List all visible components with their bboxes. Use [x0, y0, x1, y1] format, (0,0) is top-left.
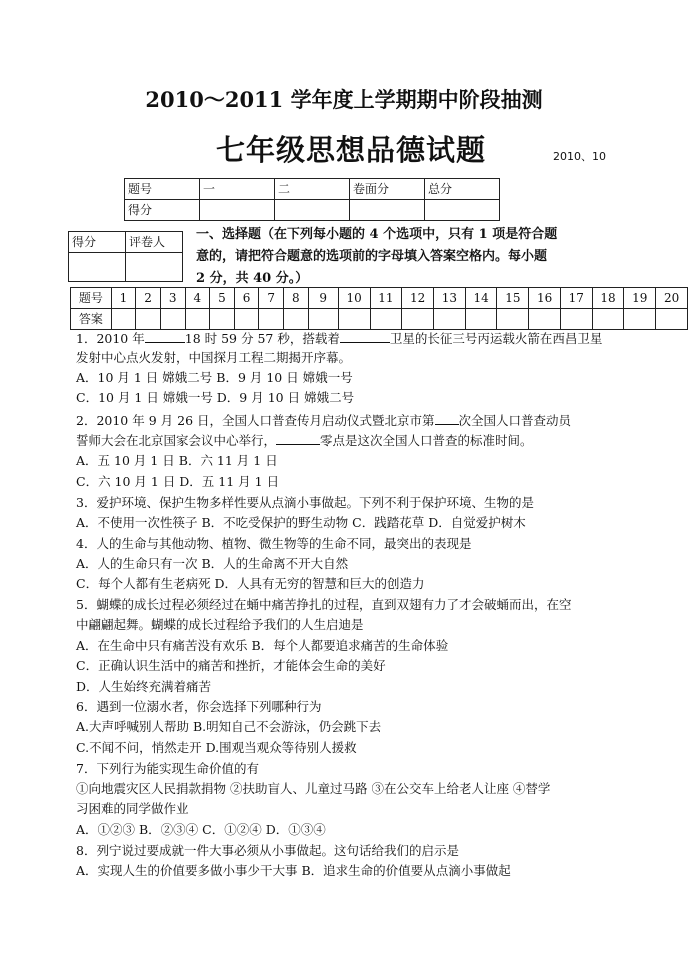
answer-box-20[interactable]	[656, 309, 688, 330]
answer-box-12[interactable]	[402, 309, 434, 330]
answer-box-11[interactable]	[370, 309, 402, 330]
q5-options-ab: A．在生命中只有痛苦没有欢乐 B．每个人都要追求痛苦的生命体验	[76, 638, 449, 653]
q7-items-line-1: ①向地震灾区人民捐款捐物 ②扶助盲人、儿童过马路 ③在公交车上给老人让座 ④替学	[76, 781, 551, 796]
q7-options: A．①②③ B．②③④ C．①②④ D．①③④	[76, 822, 326, 837]
q2-text-d: 零点是这次全国人口普查的标准时间。	[320, 433, 533, 448]
answer-box-7[interactable]	[259, 309, 284, 330]
q2-blank-time[interactable]	[276, 430, 320, 445]
q1-text-a: 1．2010 年	[76, 331, 145, 346]
answer-box-14[interactable]	[465, 309, 497, 330]
score-cell-neatness: 卷面分	[350, 179, 425, 200]
answer-box-8[interactable]	[283, 309, 308, 330]
score-input-neatness[interactable]	[350, 200, 425, 221]
q5-stem-line-2: 中翩翩起舞。蝴蝶的成长过程给予我们的人生启迪是	[76, 617, 364, 632]
q6-options-cd: C.不闻不问，悄然走开 D.围观当观众等待别人援救	[76, 740, 357, 755]
exam-date: 2010、10	[553, 150, 606, 163]
score-cell-question-no: 题号	[125, 179, 200, 200]
q1-options-cd: C．10 月 1 日 嫦娥一号 D．9 月 10 日 嫦娥二号	[76, 390, 355, 405]
grader-name-input[interactable]	[126, 253, 183, 282]
answer-box-17[interactable]	[560, 309, 592, 330]
q2-options-cd: C．六 10 月 1 日 D．五 11 月 1 日	[76, 474, 280, 489]
answer-number-12: 12	[402, 288, 434, 309]
score-input-part-2[interactable]	[275, 200, 350, 221]
q7-stem: 7．下列行为能实现生命价值的有	[76, 761, 259, 776]
q4-options-ab: A．人的生命只有一次 B．人的生命离不开大自然	[76, 556, 349, 571]
score-table	[124, 178, 500, 221]
answer-number-14: 14	[465, 288, 497, 309]
q6-options-ab: A.大声呼喊别人帮助 B.明知自己不会游泳，仍会跳下去	[76, 719, 382, 734]
q2-text-b: 次全国人口普查动员	[458, 413, 572, 428]
answer-box-18[interactable]	[592, 309, 624, 330]
answer-number-13: 13	[434, 288, 466, 309]
section-1-line-1: 一、选择题（在下列每小题的 4 个选项中，只有 1 项是符合题	[196, 227, 558, 242]
q1-line-1	[76, 328, 602, 349]
q7-items-line-2: 习困难的同学做作业	[76, 801, 189, 816]
answer-number-17: 17	[560, 288, 592, 309]
grader-score-input[interactable]	[69, 253, 126, 282]
answer-box-16[interactable]	[529, 309, 561, 330]
answer-box-9[interactable]	[308, 309, 338, 330]
answer-box-6[interactable]	[234, 309, 259, 330]
answer-box-13[interactable]	[434, 309, 466, 330]
answer-number-5: 5	[210, 288, 235, 309]
q1-blank-date[interactable]	[145, 328, 185, 343]
answer-number-11: 11	[370, 288, 402, 309]
exam-title-top: 2010～2011 学年度上学期期中阶段抽测	[145, 87, 543, 112]
answer-number-18: 18	[592, 288, 624, 309]
score-input-part-1[interactable]	[200, 200, 275, 221]
grader-name-label: 评卷人	[126, 232, 183, 253]
q4-stem: 4．人的生命与其他动物、植物、微生物等的生命不同，最突出的表现是	[76, 536, 472, 551]
answer-box-19[interactable]	[624, 309, 656, 330]
answer-number-9: 9	[308, 288, 338, 309]
section-1-line-3: 2 分，共 40 分。）	[196, 271, 309, 286]
q3-stem: 3．爱护环境、保护生物多样性要从点滴小事做起。下列不利于保护环境、生物的是	[76, 495, 534, 510]
answer-number-3: 3	[160, 288, 185, 309]
answer-box-4[interactable]	[185, 309, 210, 330]
answer-box-5[interactable]	[210, 309, 235, 330]
q4-options-cd: C．每个人都有生老病死 D．人具有无穷的智慧和巨大的创造力	[76, 576, 425, 591]
q2-options-ab: A．五 10 月 1 日 B．六 11 月 1 日	[76, 453, 278, 468]
q2-blank-census-no[interactable]	[435, 410, 459, 425]
answer-box-row	[71, 309, 688, 330]
answer-box-2[interactable]	[136, 309, 161, 330]
q1-line-2: 发射中心点火发射，中国探月工程二期揭开序幕。	[76, 350, 352, 365]
q5-option-d: D．人生始终充满着痛苦	[76, 679, 212, 694]
answer-number-15: 15	[497, 288, 529, 309]
grader-score-label: 得分	[69, 232, 126, 253]
q1-text-c: 卫星的长征三号丙运载火箭在西昌卫星	[389, 331, 603, 346]
answer-number-row	[71, 288, 688, 309]
answer-number-label: 题号	[71, 288, 112, 309]
section-1-line-2: 意的，请把符合题意的选项前的字母填入答案空格内。每小题	[196, 249, 548, 264]
answer-box-15[interactable]	[497, 309, 529, 330]
score-label: 得分	[125, 200, 200, 221]
answer-box-1[interactable]	[111, 309, 136, 330]
q6-stem: 6．遇到一位溺水者，你会选择下列哪种行为	[76, 699, 322, 714]
q2-line-1	[76, 410, 571, 431]
exam-title-main: 七年级思想品德试题	[216, 133, 487, 167]
q1-blank-satellite[interactable]	[340, 328, 390, 343]
answer-number-2: 2	[136, 288, 161, 309]
score-cell-part-1: 一	[200, 179, 275, 200]
answer-number-16: 16	[529, 288, 561, 309]
answer-number-20: 20	[656, 288, 688, 309]
answer-number-4: 4	[185, 288, 210, 309]
answer-table	[70, 287, 688, 330]
grader-table	[68, 231, 183, 282]
q2-line-2	[76, 430, 533, 451]
q8-stem: 8．列宁说过要成就一件大事必须从小事做起。这句话给我们的启示是	[76, 843, 459, 858]
answer-number-8: 8	[283, 288, 308, 309]
score-cell-total: 总分	[425, 179, 500, 200]
answer-number-7: 7	[259, 288, 284, 309]
section-1-instructions	[196, 224, 616, 290]
answer-box-3[interactable]	[160, 309, 185, 330]
answer-number-19: 19	[624, 288, 656, 309]
answer-number-6: 6	[234, 288, 259, 309]
score-value-row	[125, 200, 500, 221]
q1-text-b: 18 时 59 分 57 秒，搭载着	[184, 331, 340, 346]
q2-text-c: 誓师大会在北京国家会议中心举行，	[76, 433, 277, 448]
answer-label: 答案	[71, 309, 112, 330]
answer-box-10[interactable]	[338, 309, 370, 330]
score-input-total[interactable]	[425, 200, 500, 221]
q8-options-ab: A．实现人生的价值要多做小事少干大事 B．追求生命的价值要从点滴小事做起	[76, 863, 511, 878]
answer-number-1: 1	[111, 288, 136, 309]
q2-text-a: 2．2010 年 9 月 26 日，全国人口普查传月启动仪式暨北京市第	[76, 413, 435, 428]
q5-stem-line-1: 5．蝴蝶的成长过程必须经过在蛹中痛苦挣扎的过程，直到双翅有力了才会破蛹而出，在空	[76, 597, 572, 612]
q3-options: A．不使用一次性筷子 B．不吃受保护的野生动物 C．践踏花草 D．自觉爱护树木	[76, 515, 526, 530]
score-header-row	[125, 179, 500, 200]
score-cell-part-2: 二	[275, 179, 350, 200]
q1-options-ab: A．10 月 1 日 嫦娥二号 B．9 月 10 日 嫦娥一号	[76, 370, 353, 385]
answer-number-10: 10	[338, 288, 370, 309]
q5-option-c: C．正确认识生活中的痛苦和挫折，才能体会生命的美好	[76, 658, 386, 673]
